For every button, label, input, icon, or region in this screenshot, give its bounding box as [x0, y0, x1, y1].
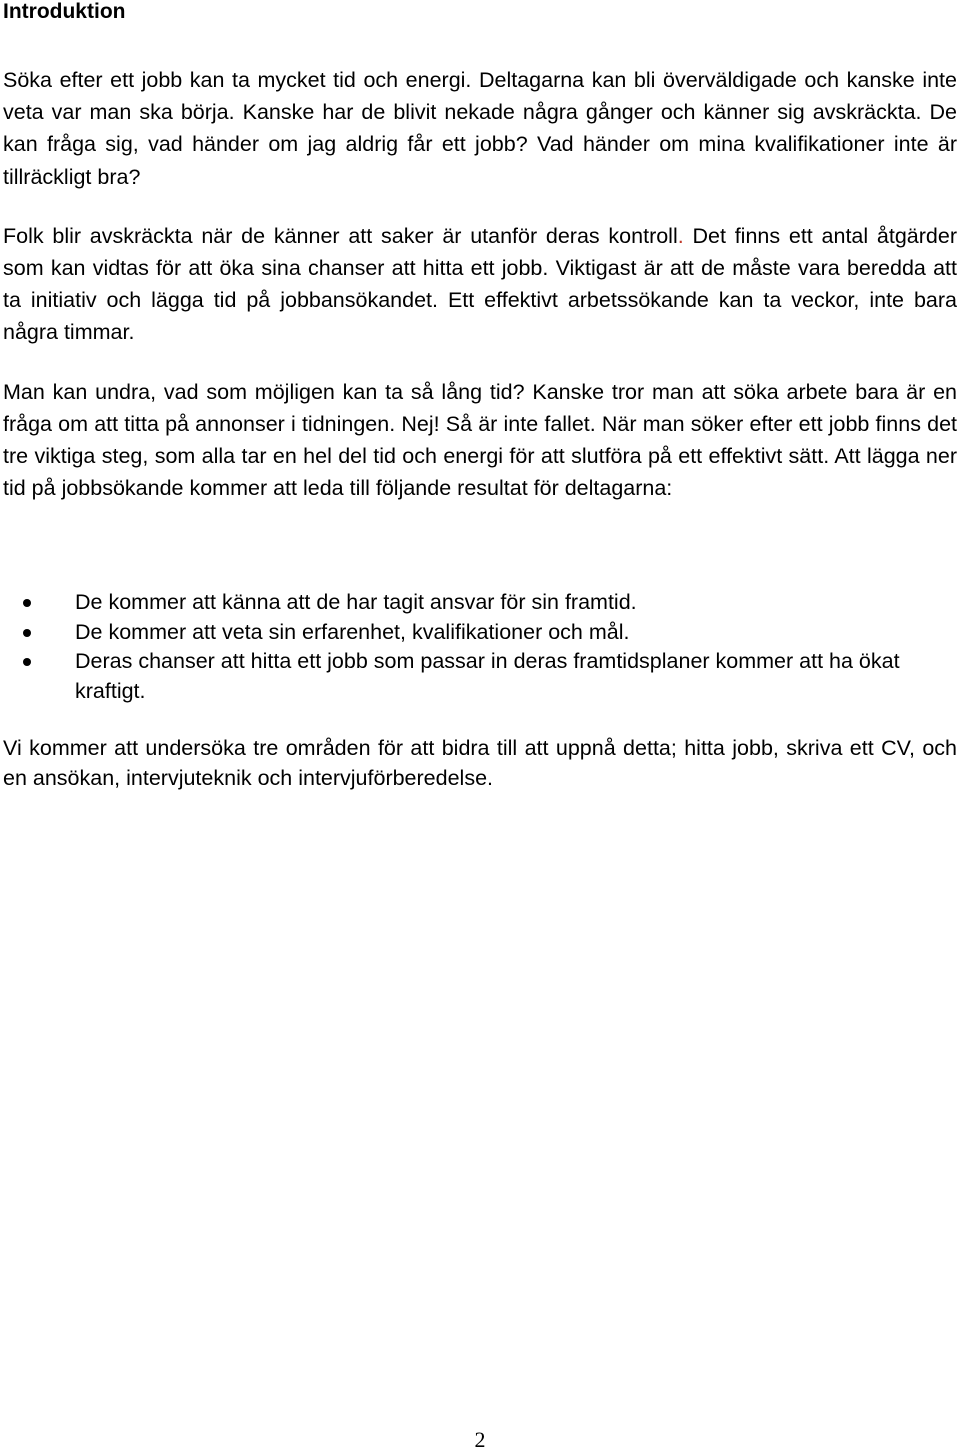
bullet-icon: [23, 658, 31, 666]
list-item: [3, 618, 957, 648]
bullet-icon: [23, 629, 31, 637]
list-item-text: De kommer att känna att de har tagit ansvar för sin framtid.: [75, 590, 637, 615]
results-list: [3, 588, 957, 706]
section-title: Introduktion: [3, 0, 126, 23]
paragraph-control-period: .: [677, 223, 684, 248]
paragraph-time: Man kan undra, vad som möjligen kan ta så lång tid? Kanske tror man att söka arbete bara är en fråga om att titta på annonser i tidningen. Nej! Så är inte fallet. När man söker efter ett jobb finns det tre viktiga steg, som alla tar en hel del tid och energi för att slutföra på ett effektivt sätt. Att lägga ner tid på jobbsökande kommer att leda till följande resultat för deltagarna:: [3, 379, 957, 501]
page-number: 2: [474, 1427, 486, 1452]
list-item: [3, 588, 957, 618]
paragraph-control-part1: Folk blir avskräckta när de känner att saker är utanför deras kontroll: [3, 223, 678, 248]
paragraph-intro: Söka efter ett jobb kan ta mycket tid och energi. Deltagarna kan bli överväldigade och kanske inte veta var man ska börja. Kanske har de blivit nekade några gånger och känner sig avskräckta. De kan fråga sig, vad händer om jag aldrig får ett jobb? Vad händer om mina kvalifikationer inte är tillräckligt bra?: [3, 68, 957, 189]
list-item: [3, 647, 957, 706]
paragraph-areas: Vi kommer att undersöka tre områden för att bidra till att uppnå detta; hitta jobb, skriva ett CV, och en ansökan, intervjuteknik och intervjuförberedelse.: [3, 736, 957, 791]
list-item-text: Deras chanser att hitta ett jobb som passar in deras framtidsplaner kommer att ha ökat kraftigt.: [75, 649, 900, 703]
paragraph-control-part2: Det finns ett antal åtgärder som kan vidtas för att öka sina chanser att hitta ett jobb. Viktigast är att de måste vara beredda att ta initiativ och lägga tid på jobbansökandet. Ett effektivt arbetssökande kan ta veckor, inte bara några timmar.: [3, 223, 957, 345]
paragraph-control: [3, 220, 957, 349]
document-page: [3, 0, 957, 793]
list-item-text: De kommer att veta sin erfarenhet, kvalifikationer och mål.: [75, 619, 630, 644]
bullet-icon: [23, 599, 31, 607]
